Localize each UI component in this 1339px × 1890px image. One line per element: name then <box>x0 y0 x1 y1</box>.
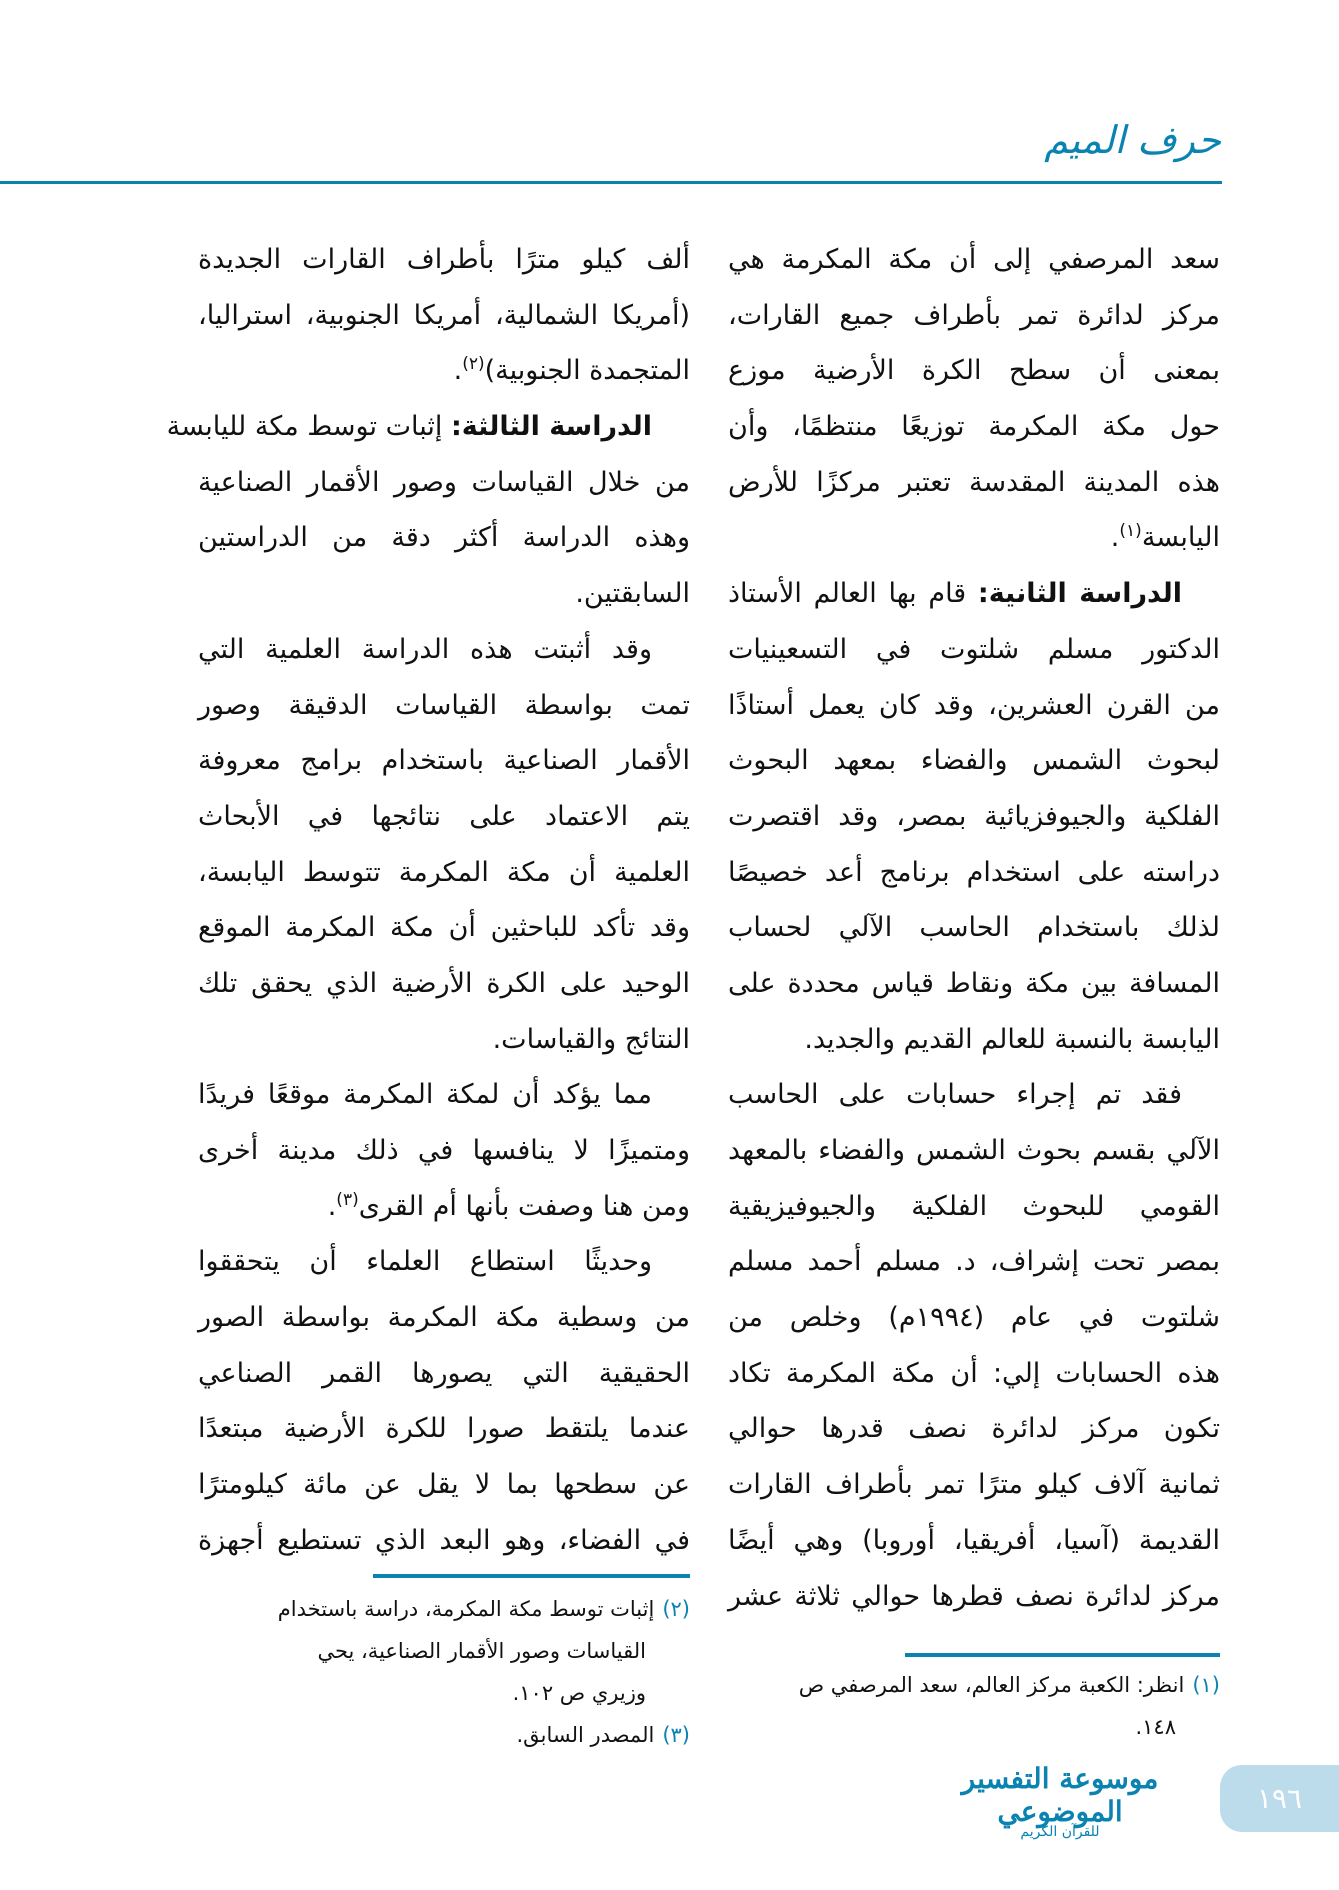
line-text: وقد أثبتت هذه الدراسة العلمية التي <box>198 633 652 665</box>
text-line <box>198 1179 690 1235</box>
logo-title: موسوعة التفسير الموضوعي <box>961 1762 1159 1828</box>
footnote-text: ١٤٨. <box>1135 1715 1176 1739</box>
line-text: ومن هنا وصفت بأنها أم القرى <box>358 1190 690 1222</box>
text-line <box>198 1290 690 1346</box>
footnote-line <box>198 1672 690 1714</box>
text-line <box>728 733 1220 789</box>
line-text: قام بها العالم الأستاذ <box>728 578 978 610</box>
line-text: اليابسة بالنسبة للعالم القديم والجديد. <box>804 1023 1220 1055</box>
text-line <box>728 900 1220 956</box>
footnote-number: (١) <box>1192 1673 1220 1697</box>
footnote-text: انظر: الكعبة مركز العالم، سعد المرصفي ص <box>798 1673 1185 1697</box>
text-line <box>728 678 1220 734</box>
text-line <box>198 1457 690 1513</box>
footnotes-left <box>198 1588 690 1756</box>
text-line <box>198 1513 690 1569</box>
footnote-text: المصدر السابق. <box>516 1723 655 1747</box>
line-text: الأقمار الصناعية باستخدام برامج معروفة <box>198 745 690 777</box>
header-rule <box>0 181 1222 184</box>
text-line <box>198 733 690 789</box>
text-line <box>198 232 690 288</box>
line-text: لذلك باستخدام الحاسب الآلي لحساب <box>728 912 1220 944</box>
text-line <box>728 1457 1220 1513</box>
line-text: في الفضاء، وهو البعد الذي تستطيع أجهزة <box>198 1524 690 1556</box>
text-line <box>198 566 690 622</box>
punctuation: . <box>1110 522 1120 554</box>
text-line <box>728 1290 1220 1346</box>
line-text: القديمة (آسيا، أفريقيا، أوروبا) وهي أيضًا <box>728 1524 1220 1556</box>
line-text: شلتوت في عام (١٩٩٤م) وخلص من <box>728 1302 1220 1334</box>
text-line <box>728 622 1220 678</box>
line-text: الفلكية والجيوفزيائية بمصر، وقد اقتصرت <box>728 800 1220 832</box>
text-line <box>198 343 690 399</box>
text-line <box>728 1569 1220 1625</box>
footnote-line <box>198 1714 690 1756</box>
footnote-marker: (١) <box>1119 521 1142 542</box>
line-text: هذه المدينة المقدسة تعتبر مركزًا للأرض <box>728 466 1220 498</box>
footnote-marker: (٣) <box>336 1189 359 1210</box>
footnote-line <box>198 1630 690 1672</box>
line-text: تمت بواسطة القياسات الدقيقة وصور <box>198 689 690 721</box>
encyclopedia-logo <box>935 1762 1185 1840</box>
text-line <box>728 232 1220 288</box>
text-line <box>198 1346 690 1402</box>
section-heading: الدراسة الثانية: <box>977 578 1182 610</box>
line-text: ومتميزًا لا ينافسها في ذلك مدينة أخرى <box>198 1135 690 1166</box>
line-text: وحديثًا استطاع العلماء أن يتحققوا <box>198 1246 652 1278</box>
line-text: من القرن العشرين، وقد كان يعمل أستاذًا <box>728 689 1220 721</box>
line-text: المسافة بين مكة ونقاط قياس محددة على <box>728 967 1220 999</box>
chapter-title: حرف الميم <box>1044 118 1221 162</box>
text-line <box>198 288 690 344</box>
line-text: يتم الاعتماد على نتائجها في الأبحاث <box>198 800 690 832</box>
left-column <box>166 232 690 1569</box>
line-text: من وسطية مكة المكرمة بواسطة الصور <box>198 1302 690 1334</box>
footnote-text: القياسات وصور الأقمار الصناعية، يحي <box>317 1639 646 1663</box>
line-text: بمعنى أن سطح الكرة الأرضية موزع <box>728 355 1220 387</box>
right-column <box>728 232 1220 1624</box>
text-line <box>198 678 690 734</box>
line-text: وهذه الدراسة أكثر دقة من الدراستين <box>198 522 690 554</box>
footnote-text: إثبات توسط مكة المكرمة، دراسة باستخدام <box>277 1597 655 1621</box>
line-text: العلمية أن مكة المكرمة تتوسط اليابسة، <box>198 856 690 888</box>
text-line <box>728 1012 1220 1068</box>
text-line <box>728 455 1220 511</box>
text-line <box>198 1234 690 1290</box>
text-line <box>728 399 1220 455</box>
line-text: إثبات توسط مكة لليابسة <box>166 411 451 443</box>
text-line <box>728 845 1220 901</box>
line-text: حول مكة المكرمة توزيعًا منتظمًا، وأن <box>728 411 1220 443</box>
text-line <box>728 1123 1220 1179</box>
text-line <box>198 455 690 511</box>
line-text: النتائج والقياسات. <box>492 1023 690 1055</box>
text-line <box>198 1012 690 1068</box>
text-line <box>198 510 690 566</box>
line-text: الدكتور مسلم شلتوت في التسعينيات <box>728 633 1220 665</box>
section-heading: الدراسة الثالثة: <box>451 411 652 443</box>
line-text: الوحيد على الكرة الأرضية الذي يحقق تلك <box>198 967 690 999</box>
footnote-line <box>728 1664 1220 1706</box>
footnote-number: (٢) <box>662 1597 690 1621</box>
text-line <box>198 900 690 956</box>
text-line <box>198 1401 690 1457</box>
line-text: لبحوث الشمس والفضاء بمعهد البحوث <box>728 745 1220 777</box>
punctuation: . <box>327 1190 337 1222</box>
footnote-marker: (٢) <box>462 354 485 375</box>
line-text: المتجمدة الجنوبية) <box>484 355 690 387</box>
text-line <box>728 1513 1220 1569</box>
text-line <box>728 789 1220 845</box>
line-text: تكون مركز لدائرة نصف قدرها حوالي <box>728 1413 1220 1445</box>
line-text: سعد المرصفي إلى أن مكة المكرمة هي <box>728 244 1220 275</box>
punctuation: . <box>453 355 463 387</box>
line-text: بمصر تحت إشراف، د. مسلم أحمد مسلم <box>728 1246 1220 1278</box>
line-text: دراسته على استخدام برنامج أعد خصيصًا <box>728 856 1220 888</box>
line-text: فقد تم إجراء حسابات على الحاسب <box>728 1079 1182 1111</box>
footnote-rule-left <box>373 1574 690 1578</box>
line-text: القومي للبحوث الفلكية والجيوفيزيقية <box>728 1190 1220 1222</box>
line-text: ألف كيلو مترًا بأطراف القارات الجديدة <box>198 244 690 275</box>
text-line <box>728 343 1220 399</box>
footnote-line <box>198 1588 690 1630</box>
line-text: عن سطحها بما لا يقل عن مائة كيلومترًا <box>198 1469 690 1501</box>
text-line <box>728 1179 1220 1235</box>
footnote-rule-right <box>905 1653 1220 1657</box>
line-text: مركز لدائرة نصف قطرها حوالي ثلاثة عشر <box>728 1580 1220 1612</box>
text-line <box>198 789 690 845</box>
text-line <box>728 1067 1220 1123</box>
text-line <box>198 1067 690 1123</box>
text-line <box>728 288 1220 344</box>
line-text: ثمانية آلاف كيلو مترًا تمر بأطراف القارات <box>728 1469 1220 1501</box>
footnote-number: (٣) <box>662 1723 690 1747</box>
footnotes-right <box>728 1664 1220 1748</box>
line-text: وقد تأكد للباحثين أن مكة المكرمة الموقع <box>198 912 690 944</box>
line-text: الحقيقية التي يصورها القمر الصناعي <box>198 1357 690 1389</box>
footnote-text: وزيري ص ١٠٢. <box>512 1681 646 1705</box>
text-line <box>198 622 690 678</box>
text-line <box>728 1401 1220 1457</box>
line-text: اليابسة <box>1141 522 1220 554</box>
text-line <box>728 956 1220 1012</box>
text-line <box>728 1234 1220 1290</box>
text-line <box>198 956 690 1012</box>
text-line <box>166 399 690 455</box>
text-line <box>198 1123 690 1179</box>
text-line <box>728 510 1220 566</box>
footnote-line <box>728 1706 1220 1748</box>
text-line <box>728 1346 1220 1402</box>
text-line <box>728 566 1220 622</box>
line-text: الآلي بقسم بحوث الشمس والفضاء بالمعهد <box>728 1135 1220 1166</box>
line-text: مما يؤكد أن لمكة المكرمة موقعًا فريدًا <box>198 1079 652 1111</box>
line-text: عندما يلتقط صورا للكرة الأرضية مبتعدًا <box>198 1413 690 1445</box>
page-number: ١٩٦ <box>1220 1765 1339 1832</box>
line-text: من خلال القياسات وصور الأقمار الصناعية <box>198 466 690 498</box>
line-text: هذه الحسابات إلي: أن مكة المكرمة تكاد <box>728 1357 1220 1389</box>
line-text: (أمريكا الشمالية، أمريكا الجنوبية، استراليا، <box>198 299 690 331</box>
line-text: مركز لدائرة تمر بأطراف جميع القارات، <box>728 299 1220 331</box>
logo-subtitle: للقرآن الكريم <box>1020 1824 1100 1840</box>
text-line <box>198 845 690 901</box>
line-text: السابقتين. <box>575 578 690 610</box>
